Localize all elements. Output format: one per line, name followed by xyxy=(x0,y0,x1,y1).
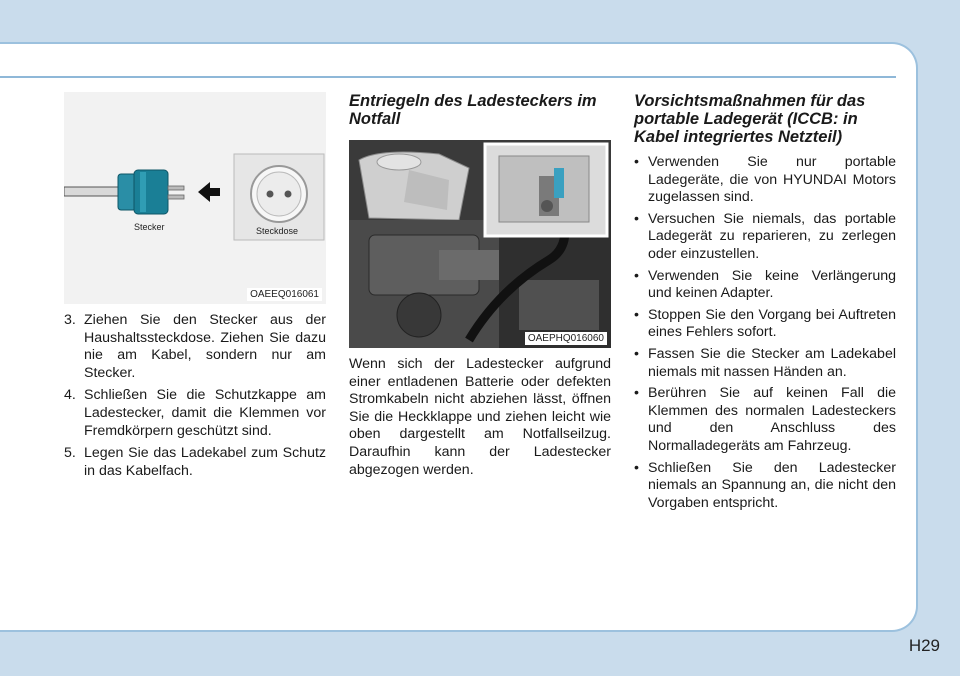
step-text: Schließen Sie die Schutzkappe am Ladestecker, damit die Klemmen vor Fremdkörpern geschützt sind. xyxy=(84,387,326,439)
page-number: H29 xyxy=(908,636,940,655)
precaution-item: • Stoppen Sie den Vorgang bei Auftreten eines Fehlers sofort. xyxy=(634,307,896,342)
engine-bay-illustration xyxy=(349,140,611,348)
engine-bay-figure xyxy=(349,140,611,348)
section-heading: Entriegeln des Ladesteckers im Notfall xyxy=(349,92,597,128)
step-text: Ziehen Sie den Stecker aus der Haushaltssteckdose. Ziehen Sie dazu nie am Kabel, sondern nur am Stecker. xyxy=(84,312,326,381)
step-number: 5. xyxy=(64,445,76,462)
precaution-item: • Verwenden Sie nur portable Ladegeräte, die von HYUNDAI Motors zugelassen sind. xyxy=(634,154,896,207)
column-1 xyxy=(64,92,326,485)
precautions-list xyxy=(634,154,896,512)
precaution-item: • Verwenden Sie keine Verlängerung und keinen Adapter. xyxy=(634,268,896,303)
figure-code: OAEEQ016061 xyxy=(247,288,322,301)
precaution-item: • Schließen Sie den Ladestecker niemals an Spannung an, die nicht den Vorgaben entspricht. xyxy=(634,460,896,513)
steps-list xyxy=(64,312,326,480)
step-item xyxy=(64,312,326,382)
plug-socket-illustration xyxy=(64,92,326,304)
plug-label: Stecker xyxy=(134,222,165,232)
section-heading: Vorsichtsmaßnahmen für das portable Ladegerät (ICCB: in Kabel integriertes Netzteil) xyxy=(634,92,866,146)
step-number: 4. xyxy=(64,387,76,404)
column-2 xyxy=(349,92,611,479)
precaution-item: • Fassen Sie die Stecker am Ladekabel niemals mit nassen Händen an. xyxy=(634,346,896,381)
socket-label: Steckdose xyxy=(256,226,299,236)
column-3 xyxy=(634,92,896,516)
plug-socket-figure xyxy=(64,92,326,304)
step-item xyxy=(64,445,326,480)
figure-code: OAEPHQ016060 xyxy=(525,332,607,345)
emergency-release-paragraph: Wenn sich der Ladestecker aufgrund einer entladenen Batterie oder defekten Stromkabeln nicht abziehen lässt, öffnen Sie die Heckklappe und ziehen leicht wie oben dargestellt am Notfallseilzug. Daraufhin kann der Ladestecker abgezogen werden. xyxy=(349,356,611,478)
step-item xyxy=(64,387,326,440)
step-text: Legen Sie das Ladekabel zum Schutz in das Kabelfach. xyxy=(84,445,326,479)
header-rule xyxy=(0,76,896,78)
step-number: 3. xyxy=(64,312,76,328)
precaution-item: • Versuchen Sie niemals, das portable Ladegerät zu reparieren, zu zerlegen oder einzustellen. xyxy=(634,211,896,264)
precaution-item: • Berühren Sie auf keinen Fall die Klemmen des normalen Ladesteckers und den Anschluss des Normalladegeräts am Fahrzeug. xyxy=(634,385,896,455)
